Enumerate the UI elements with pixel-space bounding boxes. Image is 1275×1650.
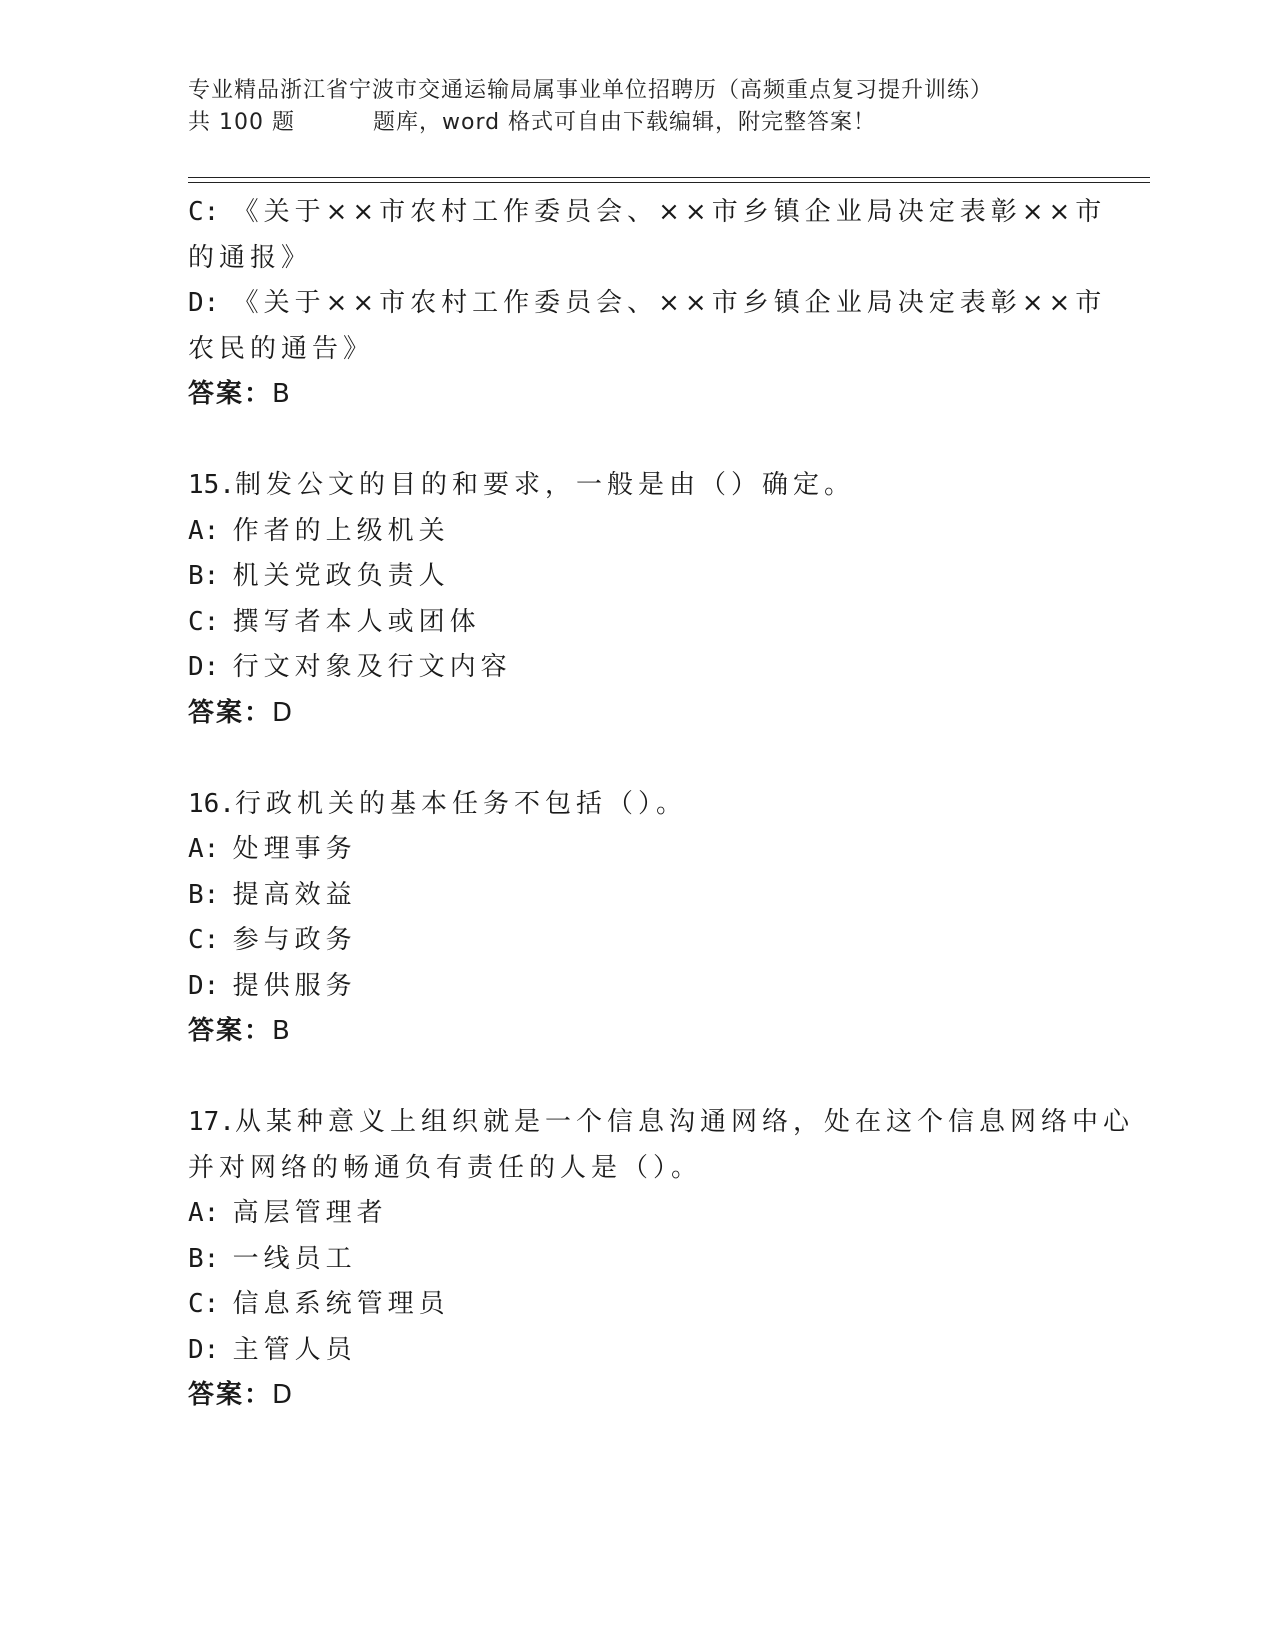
option-text: 主管人员 xyxy=(232,1334,357,1365)
option-key: C: xyxy=(188,197,220,227)
option-d-continued: 农民的通告》 xyxy=(188,333,375,364)
option-key: A: xyxy=(188,515,220,546)
option-text: 《关于××市农村工作委员会、××市乡镇企业局决定表彰××市 xyxy=(232,288,1107,318)
option-text: 作者的上级机关 xyxy=(232,515,450,546)
option-key: A: xyxy=(188,834,220,864)
question-block-14 xyxy=(188,190,1107,418)
answer-value: B xyxy=(272,1016,292,1046)
header-description: 题库，word 格式可自由下载编辑，附完整答案！ xyxy=(372,110,877,135)
option-text: 提高效益 xyxy=(232,879,357,910)
option-text: 高层管理者 xyxy=(232,1198,388,1228)
option-c xyxy=(188,190,1107,236)
option-b xyxy=(188,873,1088,919)
option-text: 处理事务 xyxy=(232,834,357,864)
option-key: A: xyxy=(188,1198,220,1228)
option-key: C: xyxy=(188,925,220,955)
option-text: 参与政务 xyxy=(232,925,357,955)
question-number: 15. xyxy=(188,470,235,500)
option-text: 机关党政负责人 xyxy=(232,561,450,591)
option-key: B: xyxy=(188,561,220,591)
answer-label: 答案： xyxy=(188,1016,273,1046)
header-divider-bottom xyxy=(188,182,1150,183)
option-key: C: xyxy=(188,606,220,637)
option-key: D: xyxy=(188,652,220,682)
question-text-continued: 并对网络的畅通负有责任的人是（）。 xyxy=(188,1152,703,1183)
option-c xyxy=(188,1282,1088,1328)
answer-value: D xyxy=(272,1380,295,1410)
option-text: 提供服务 xyxy=(232,970,357,1001)
question-block-17 xyxy=(188,1100,1134,1419)
option-text: 行文对象及行文内容 xyxy=(232,652,512,682)
question-text: 从某种意义上组织就是一个信息沟通网络，处在这个信息网络中心 xyxy=(234,1107,1134,1137)
option-d xyxy=(188,645,1088,691)
option-d xyxy=(188,964,1088,1010)
question-number: 17. xyxy=(188,1107,235,1137)
option-c xyxy=(188,918,1088,964)
question-stem xyxy=(188,782,1088,828)
option-text: 《关于××市农村工作委员会、××市乡镇企业局决定表彰××市 xyxy=(232,197,1107,227)
answer-line xyxy=(188,691,1088,737)
question-number: 16. xyxy=(188,788,235,819)
question-stem xyxy=(188,1100,1134,1146)
answer-line xyxy=(188,372,1088,418)
question-stem xyxy=(188,463,1088,509)
option-key: B: xyxy=(188,879,220,910)
answer-label: 答案： xyxy=(188,697,273,728)
question-list xyxy=(188,190,1134,1419)
option-key: D: xyxy=(188,970,220,1001)
option-d xyxy=(188,281,1107,327)
option-key: C: xyxy=(188,1289,220,1319)
answer-value: D xyxy=(272,697,295,728)
option-text: 一线员工 xyxy=(232,1243,357,1274)
question-block-16 xyxy=(188,782,1088,1055)
answer-line xyxy=(188,1009,1088,1055)
answer-value: B xyxy=(272,379,292,409)
option-c xyxy=(188,600,1088,646)
option-c-continued: 的通报》 xyxy=(188,242,313,273)
option-b xyxy=(188,554,1088,600)
answer-label: 答案： xyxy=(188,1380,273,1410)
option-text: 信息系统管理员 xyxy=(232,1289,450,1319)
option-text: 撰写者本人或团体 xyxy=(232,606,481,637)
question-text: 行政机关的基本任务不包括（）。 xyxy=(234,788,687,819)
document-header xyxy=(188,75,1148,139)
header-title: 专业精品浙江省宁波市交通运输局属事业单位招聘历（高频重点复习提升训练） xyxy=(188,78,994,103)
header-question-count: 共 100 题 xyxy=(188,110,295,135)
question-text: 制发公文的目的和要求，一般是由（）确定。 xyxy=(234,470,855,500)
option-b xyxy=(188,1237,1088,1283)
option-key: D: xyxy=(188,288,220,318)
answer-line xyxy=(188,1373,1088,1419)
answer-label: 答案： xyxy=(188,379,273,409)
option-a xyxy=(188,509,1088,555)
option-a xyxy=(188,1191,1088,1237)
header-subtitle xyxy=(188,107,1148,139)
question-block-15 xyxy=(188,463,1088,736)
option-key: B: xyxy=(188,1243,220,1274)
option-key: D: xyxy=(188,1334,220,1365)
header-divider-top xyxy=(188,177,1150,178)
option-d xyxy=(188,1328,1088,1374)
option-a xyxy=(188,827,1088,873)
